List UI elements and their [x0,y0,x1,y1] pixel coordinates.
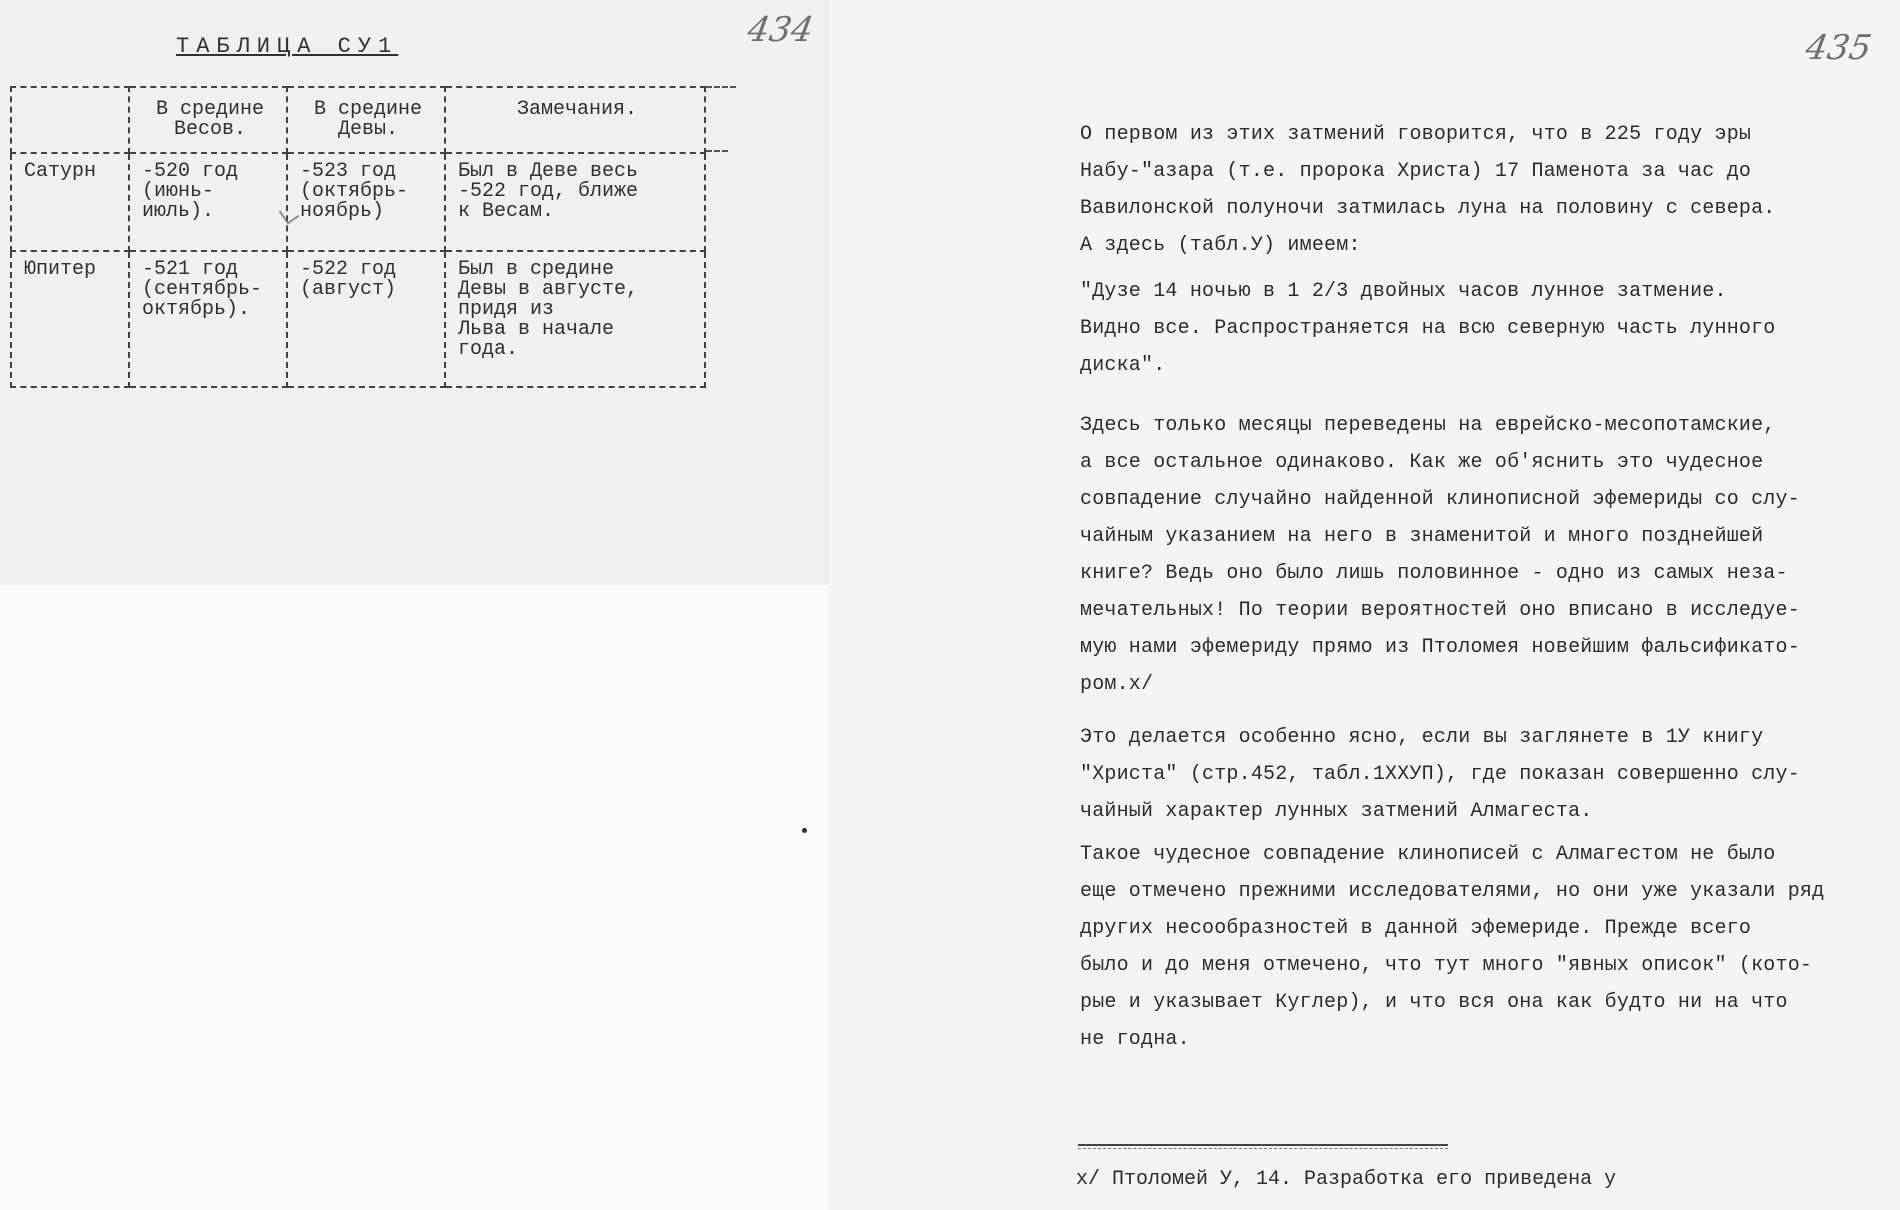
table-margin-dash [706,86,736,88]
paragraph: Такое чудесное совпадение клинописей с Алмагестом не было еще отмечено прежними исследователями, но они уже указали ряд других несообразностей в данной эфемериде. Прежде всего было и до меня отмечено, что тут много "явных описок" (кото- рые и указывает Куглер), и что вся она как будто ни на что не годна. [1080,843,1825,1051]
row-remarks: Был в Деве весь -522 год, ближе к Весам. [445,153,705,251]
footnote: x/ Птоломей У, 14. Разработка его приведена у [1076,1168,1617,1191]
header-mid-virgo: В средине Девы. [287,87,445,153]
table-row [11,153,705,251]
right-page-number: 435 [1802,28,1875,68]
row-mid-libra: -520 год (июнь- июль). [129,153,287,251]
row-mid-libra: -521 год (сентябрь- октябрь). [129,251,287,387]
header-remarks: Замечания. [445,87,705,153]
paragraph: "Дузе 14 ночью в 1 2/3 двойных часов лунное затмение. Видно все. Распространяется на всю северную часть лунного диска". [1080,280,1776,377]
ink-dot [802,828,807,833]
paragraph: О первом из этих затмений говорится, что в 225 году эры Набу-"азара (т.е. пророка Христа) 17 Паменота за час до Вавилонской полуночи затмилась луна на половину с севера. А здесь (табл.У) имеем: [1080,123,1776,257]
row-planet: Юпитер [11,251,129,387]
table-row [11,251,705,387]
footnote-rule [1078,1144,1448,1146]
paragraph: Это делается особенно ясно, если вы заглянете в 1У книгу "Христа" (стр.452, табл.1ХХУП), где показан совершенно слу- чайный характер лунных затмений Алмагеста. [1080,726,1800,823]
row-planet: Сатурн [11,153,129,251]
header-mid-libra: В средине Весов. [129,87,287,153]
planet-position-table [10,86,706,388]
row-mid-virgo: -523 год (октябрь- ноябрь) [287,153,445,251]
row-remarks: Был в средине Девы в августе, придя из Льва в начале года. [445,251,705,387]
table-header-row [11,87,705,153]
left-page-number: 434 [744,10,817,50]
paragraph: Здесь только месяцы переведены на еврейско-месопотамские, а все остальное одинаково. Как же об'яснить это чудесное совпадение случайно найденной клинописной эфемериды со слу- чайным указанием на него в знаменитой и много позднейшей книге? Ведь оно было лишь половинное - одно из самых неза- мечательных! По теории вероятностей оно вписано в исследуе- мую нами эфемериду прямо из Птоломея новейшим фальсификато- ром.x/ [1080,414,1800,696]
left-page-bottom [0,585,829,1210]
row-mid-virgo: -522 год (август) [287,251,445,387]
header-planet [11,87,129,153]
table-margin-dash [706,150,728,152]
table-title: ТАБЛИЦА СУ1 [176,34,399,59]
